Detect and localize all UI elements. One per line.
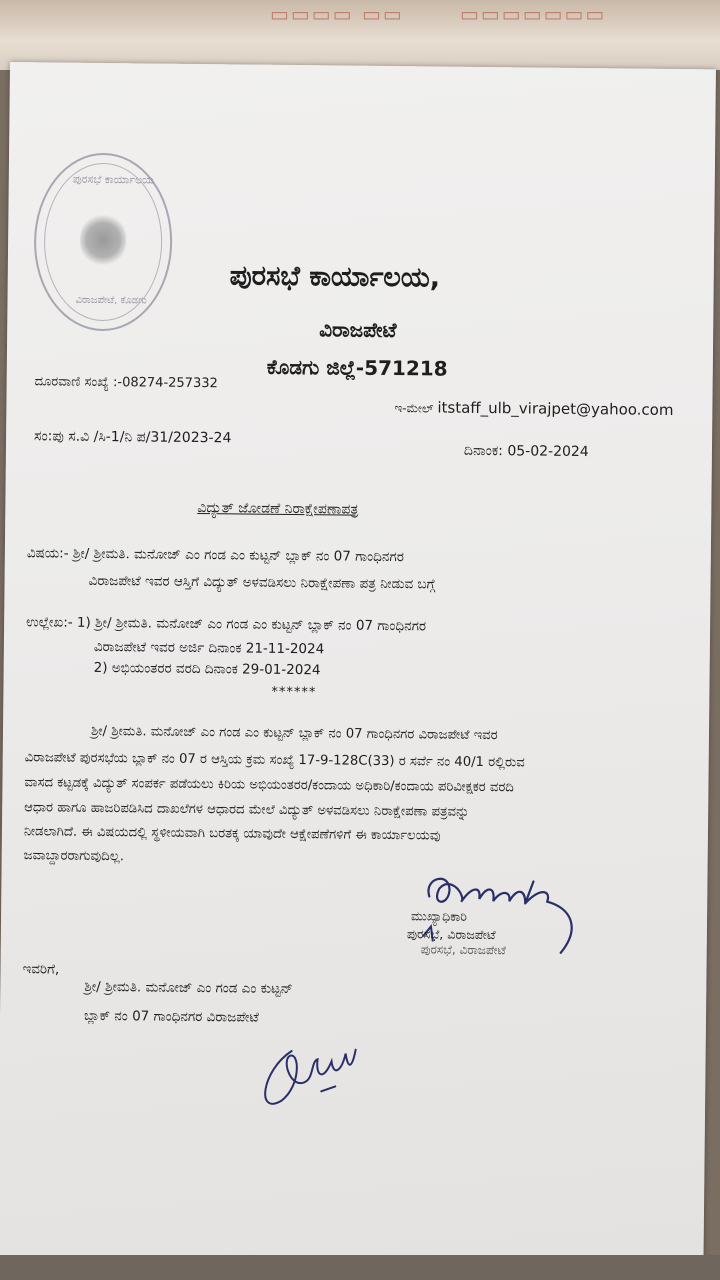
body-line: ವಿರಾಜಪೇಟೆ ಪುರಸಭೆಯ ಬ್ಲಾಕ್ ನಂ 07 ರ ಆಸ್ತಿಯ ಕ್ರಮ ಸಂಖ್ಯೆ 17-9-128C(33) ರ ಸರ್ವೆ ನಂ 40/1 ರಲ್ಲಿರುವ [24, 750, 525, 771]
email-address: itstaff_ulb_virajpet@yahoo.com [437, 398, 674, 419]
background-bleed-text: ▭▭▭▭▭▭▭ [460, 2, 607, 26]
reference-line-2: ವಿರಾಜಪೇಟೆ ಇವರ ಅರ್ಜಿ ದಿನಾಂಕ 21-11-2024 [93, 638, 325, 658]
seal-emblem-icon [80, 215, 127, 265]
office-seal [33, 152, 173, 331]
letterhead-title: ಪುರಸಭೆ ಕಾರ್ಯಾಲಯ, [229, 260, 441, 294]
background-document-strip [0, 0, 720, 70]
letterhead-phone: ದೂರವಾಣಿ ಸಂಖ್ಯೆ :-08274-257332 [34, 374, 218, 392]
letter-title: ವಿದ್ಯುತ್ ಜೋಡಣೆ ನಿರಾಕ್ಷೇಪಣಾಪತ್ರ [197, 499, 359, 518]
reference-number: ಸಂ:ಪು ಸ.ವಿ /ಸಿ-1/ನಿ ಪ/31/2023-24 [33, 428, 232, 447]
background-bleed-text: ▭▭▭▭ ▭▭ [270, 2, 404, 26]
letter-paper [0, 62, 716, 1269]
seal-text-top: ಪುರಸಭೆ ಕಾರ್ಯಾಲಯ [72, 172, 155, 187]
reference-line-3: 2) ಅಭಿಯಂತರರ ವರದಿ ದಿನಾಂಕ 29-01-2024 [93, 659, 321, 679]
body-line: ನೀಡಲಾಗಿದೆ. ಈ ವಿಷಯದಲ್ಲಿ ಸ್ಥಳೀಯವಾಗಿ ಬರತಕ್ಕ ಯಾವುದೇ ಆಕ್ಷೇಪಣೆಗಳಿಗೆ ಈ ಕಾರ್ಯಾಲಯವು [23, 824, 441, 844]
letterhead-email [394, 398, 673, 419]
separator-stars: ****** [271, 684, 317, 701]
recipient-label: ಇವರಿಗೆ, [22, 961, 60, 978]
letter-date: ದಿನಾಂಕ: 05-02-2024 [463, 442, 589, 461]
recipient-name: ಶ್ರೀ/ ಶ್ರೀಮತಿ. ಮನೋಜ್ ಎಂ ಗಂಡ ಎಂ ಕುಟ್ಟನ್ [84, 978, 293, 998]
reference-line-1: ಉಲ್ಲೇಖ:- 1) ಶ್ರೀ/ ಶ್ರೀಮತಿ. ಮನೋಜ್ ಎಂ ಗಂಡ ಎಂ ಕುಟ್ಟನ್ ಬ್ಲಾಕ್ ನಂ 07 ಗಾಂಧಿನಗರ [26, 614, 427, 635]
body-line: ಜವಾಬ್ದಾರರಾಗುವುದಿಲ್ಲ. [23, 848, 125, 865]
recipient-address: ಬ್ಲಾಕ್ ನಂ 07 ಗಾಂಧಿನಗರ ವಿರಾಜಪೇಟೆ [83, 1007, 259, 1026]
email-label: ಇ-ಮೇಲ್ [394, 401, 434, 416]
subject-line-2: ವಿರಾಜಪೇಟೆ ಇವರ ಆಸ್ತಿಗೆ ವಿದ್ಯುತ್ ಅಳವಡಿಸಲು ನಿರಾಕ್ಷೇಪಣಾ ಪತ್ರ ನೀಡುವ ಬಗ್ಗೆ [88, 572, 436, 593]
signatory-stamp: ಪುರಸಭೆ, ವಿರಾಜಪೇಟೆ [420, 942, 506, 958]
body-line: ವಾಸದ ಕಟ್ಟಡಕ್ಕೆ ವಿದ್ಯುತ್ ಸಂಪರ್ಕ ಪಡೆಯಲು ಕಿರಿಯ ಅಭಿಯಂತರರ/ಕಂದಾಯ ಅಧಿಕಾರಿ/ಕಂದಾಯ ಪರಿವೀಕ್ಷಕರ ವರದಿ [24, 775, 514, 796]
recipient-signature [251, 1031, 392, 1122]
signatory-office: ಪುರಸಭೆ, ವಿರಾಜಪೇಟೆ [406, 926, 496, 943]
body-line: ಆಧಾರ ಹಾಗೂ ಹಾಜರಿಪಡಿಸಿದ ದಾಖಲೆಗಳ ಆಧಾರದ ಮೇಲೆ ವಿದ್ಯುತ್ ಅಳವಡಿಸಲು ನಿರಾಕ್ಷೇಪಣಾ ಪತ್ರವನ್ನು [24, 800, 470, 820]
background-surface [0, 1255, 720, 1280]
letterhead-district: ಕೊಡಗು ಜಿಲ್ಲೆ-571218 [266, 354, 448, 381]
signatory-designation: ಮುಖ್ಯಾಧಿಕಾರಿ [411, 908, 467, 924]
seal-text-bottom: ವಿರಾಜಪೇಟೆ, ಕೊಡಗು [75, 294, 147, 307]
body-line: ಶ್ರೀ/ ಶ್ರೀಮತಿ. ಮನೋಜ್ ಎಂ ಗಂಡ ಎಂ ಕುಟ್ಟನ್ ಬ್ಲಾಕ್ ನಂ 07 ಗಾಂಧಿನಗರ ವಿರಾಜಪೇಟೆ ಇವರ [90, 723, 498, 744]
letterhead-town: ವಿರಾಜಪೇಟೆ [319, 317, 397, 343]
subject-line-1: ವಿಷಯ:- ಶ್ರೀ/ ಶ್ರೀಮತಿ. ಮನೋಜ್ ಎಂ ಗಂಡ ಎಂ ಕುಟ್ಟನ್ ಬ್ಲಾಕ್ ನಂ 07 ಗಾಂಧಿನಗರ [26, 545, 404, 566]
